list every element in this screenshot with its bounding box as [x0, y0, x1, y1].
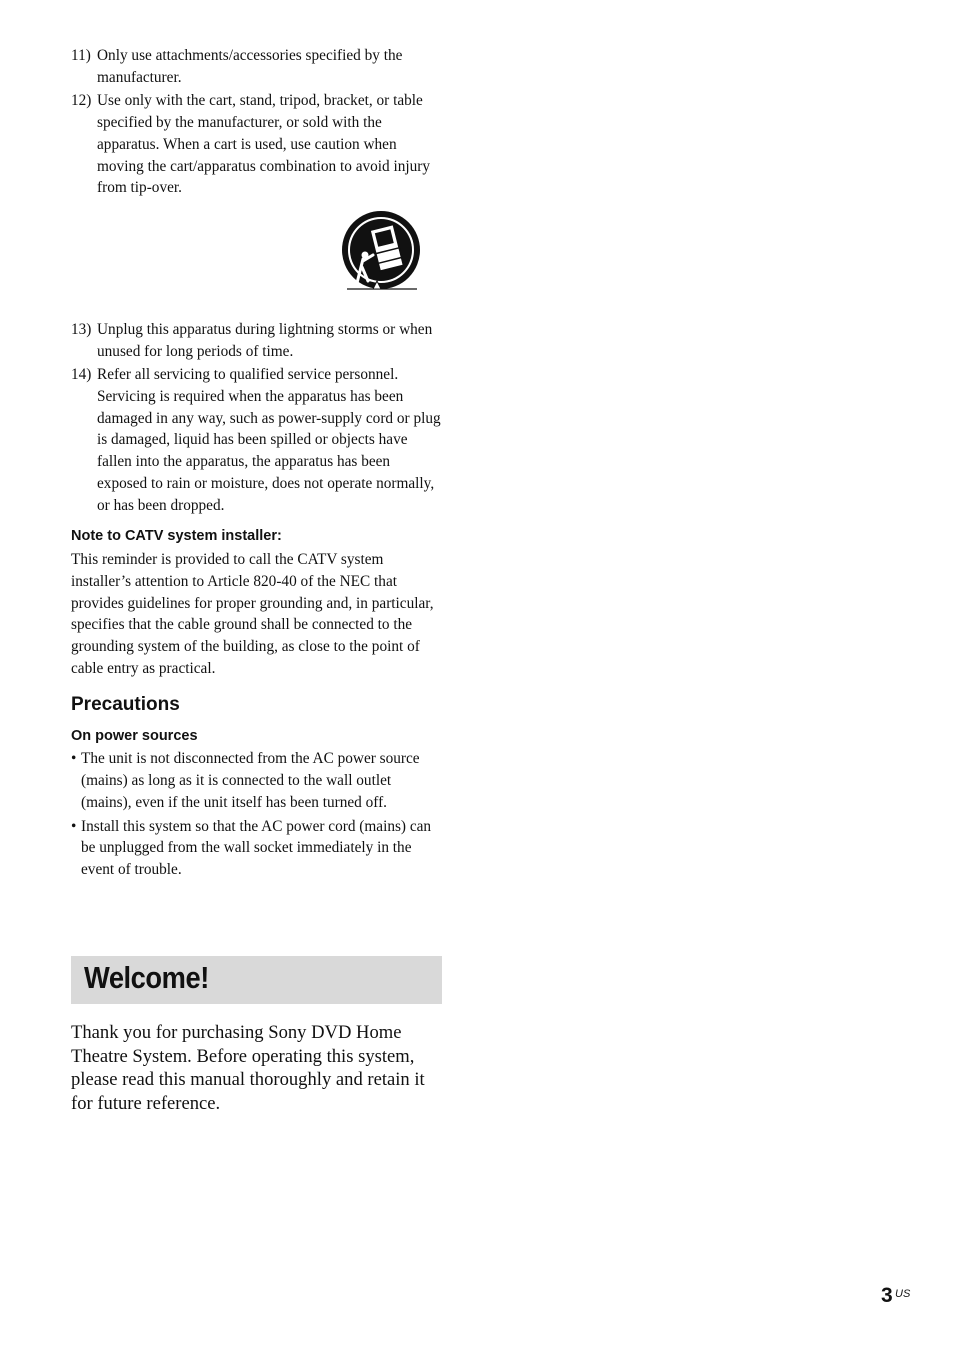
- left-column: [71, 45, 441, 883]
- item-text: Only use attachments/accessories specified by the manufacturer.: [97, 47, 403, 86]
- bullet-text: The unit is not disconnected from the AC power source (mains) as long as it is connected to the wall outlet (mains), even if the unit itself has been turned off.: [81, 750, 420, 811]
- list-item: [71, 816, 441, 881]
- precautions-heading: Precautions: [71, 694, 180, 716]
- page-number: 3: [881, 1284, 893, 1307]
- note-heading: Note to CATV system installer:: [71, 528, 282, 545]
- cart-tip-over-warning-icon: [341, 211, 421, 291]
- safety-list-top: [71, 45, 441, 199]
- list-item: [71, 45, 441, 88]
- welcome-body: Thank you for purchasing Sony DVD Home Theatre System. Before operating this system, please read this manual thoroughly and retain it for future reference.: [71, 1022, 425, 1114]
- welcome-title: Welcome!: [84, 960, 209, 995]
- bullet-marker: •: [71, 750, 77, 768]
- list-item: [71, 748, 441, 813]
- item-number: 14): [71, 366, 92, 384]
- safety-list-bottom: [71, 319, 441, 516]
- list-item: [71, 90, 441, 199]
- bullet-text: Install this system so that the AC power cord (mains) can be unplugged from the wall socket immediately in the event of trouble.: [81, 817, 432, 878]
- list-item: [71, 319, 441, 362]
- item-number: 13): [71, 320, 92, 338]
- power-sources-subheading: On power sources: [71, 728, 198, 745]
- item-number: 12): [71, 92, 92, 110]
- note-body: This reminder is provided to call the CATV system installer’s attention to Article 820-40 of the NEC that provides guidelines for proper grounding and, in particular, specifies that the cable ground shall be connected to the grounding system of the building, as close to the point of cable entry as practical.: [71, 551, 434, 677]
- welcome-banner: [71, 956, 442, 1004]
- item-text: Use only with the cart, stand, tripod, bracket, or table specified by the manufacturer, or sold with the apparatus. When a cart is used, use caution when moving the cart/apparatus combination to avoid injury from tip-over.: [97, 92, 431, 197]
- item-number: 11): [71, 47, 91, 64]
- item-text: Refer all servicing to qualified service personnel. Servicing is required when the apparatus has been damaged in any way, such as power-supply cord or plug is damaged, liquid has been spilled or objects have fallen into the apparatus, the apparatus has been exposed to rain or moisture, does not operate normally, or has been dropped.: [97, 366, 441, 514]
- list-item: [71, 364, 441, 516]
- bullet-marker: •: [71, 817, 77, 835]
- item-text: Unplug this apparatus during lightning storms or when unused for long periods of time.: [97, 320, 433, 360]
- page-number-suffix: US: [895, 1288, 911, 1300]
- cart-warning-figure: [71, 201, 441, 319]
